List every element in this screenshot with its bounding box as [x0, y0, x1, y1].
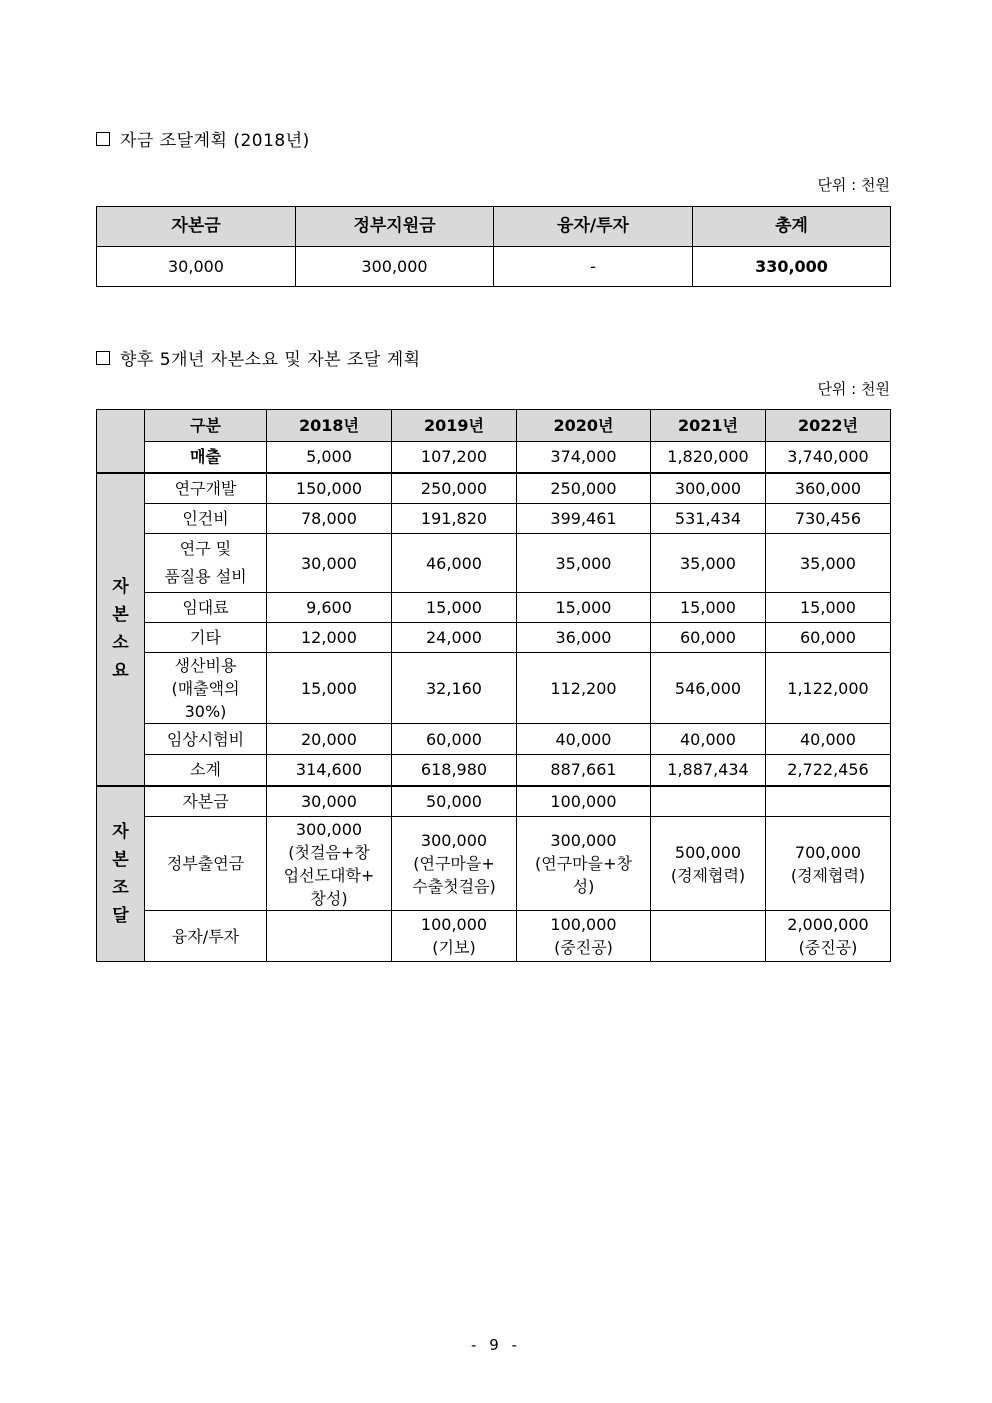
- cell-line: (연구마을+: [413, 854, 495, 873]
- cell: 50,000: [392, 786, 517, 817]
- cell-line: 300,000: [295, 819, 363, 839]
- row-label: 임상시험비: [145, 724, 267, 755]
- section2-heading: [96, 345, 421, 370]
- cell: 40,000: [766, 724, 891, 755]
- cell-line: 300,000: [550, 831, 617, 850]
- subtotal-cell: 2,722,456: [766, 755, 891, 786]
- value-loan-investment: -: [494, 247, 693, 287]
- group-char: 달: [112, 905, 129, 926]
- value-total: 330,000: [693, 247, 891, 287]
- cell: 250,000: [392, 473, 517, 504]
- cell: 32,160: [392, 653, 517, 724]
- cell: 1,122,000: [766, 653, 891, 724]
- group-char: 요: [112, 661, 129, 681]
- cell: 46,000: [392, 534, 517, 593]
- subtotal-cell: 887,661: [517, 755, 651, 786]
- row-label-line: 연구 및: [179, 539, 232, 558]
- section1-unit: 단위 : 천원: [817, 176, 890, 194]
- cell: [517, 911, 651, 962]
- group-char: 자: [112, 577, 129, 597]
- group-char: 본: [112, 605, 129, 625]
- cell: 35,000: [651, 534, 766, 593]
- cell: [766, 786, 891, 817]
- sales-2022: 3,740,000: [766, 442, 891, 473]
- cell: 35,000: [766, 534, 891, 593]
- cell: 60,000: [766, 623, 891, 653]
- cell: 300,000: [651, 473, 766, 504]
- cell: 399,461: [517, 504, 651, 534]
- sales-label: 매출: [145, 442, 267, 473]
- checkbox-square-icon: [96, 132, 110, 146]
- cell: 15,000: [392, 593, 517, 623]
- cell: 60,000: [651, 623, 766, 653]
- five-year-plan-table: [96, 409, 891, 962]
- cell: 30,000: [267, 786, 392, 817]
- cell: 100,000: [517, 786, 651, 817]
- cell: 30,000: [267, 534, 392, 593]
- cell: 546,000: [651, 653, 766, 724]
- sales-2020: 374,000: [517, 442, 651, 473]
- row-label: 기타: [145, 623, 267, 653]
- value-gov-support: 300,000: [296, 247, 494, 287]
- cell-line: 500,000: [674, 842, 742, 862]
- cell-line: 수출첫걸음): [412, 877, 496, 896]
- cell-line: 성): [572, 877, 595, 896]
- section1-heading-text: 자금 조달계획 (2018년): [120, 131, 310, 151]
- cell: 360,000: [766, 473, 891, 504]
- subtotal-cell: 618,980: [392, 755, 517, 786]
- cell: 40,000: [651, 724, 766, 755]
- cell-line: 100,000: [420, 915, 488, 934]
- header-2019: 2019년: [392, 410, 517, 442]
- row-label-line: (매출액의: [171, 678, 240, 698]
- cell: 60,000: [392, 724, 517, 755]
- cell: 531,434: [651, 504, 766, 534]
- header-total: 총계: [693, 207, 891, 247]
- cell: [392, 817, 517, 911]
- cell: [651, 911, 766, 962]
- cell-line: (첫걸음+창: [288, 842, 370, 862]
- cell: 191,820: [392, 504, 517, 534]
- cell-line: (중진공): [798, 938, 858, 957]
- cell-line: 700,000: [794, 842, 862, 862]
- group-char: 조: [112, 877, 129, 898]
- group-char: 소: [112, 633, 129, 653]
- cell: 730,456: [766, 504, 891, 534]
- row-label: 연구개발: [145, 473, 267, 504]
- cell: 35,000: [517, 534, 651, 593]
- cell: [392, 911, 517, 962]
- row-label: 정부출연금: [145, 817, 267, 911]
- value-capital: 30,000: [97, 247, 296, 287]
- group-char: 자: [112, 821, 129, 842]
- cell: 78,000: [267, 504, 392, 534]
- cell: 250,000: [517, 473, 651, 504]
- cell: [267, 817, 392, 911]
- header-gov-support: 정부지원금: [296, 207, 494, 247]
- header-loan-investment: 융자/투자: [494, 207, 693, 247]
- subtotal-label: 소계: [145, 755, 267, 786]
- cell: [651, 817, 766, 911]
- cell: [766, 817, 891, 911]
- section2-unit: 단위 : 천원: [817, 380, 890, 398]
- row-label: 융자/투자: [145, 911, 267, 962]
- cell: 12,000: [267, 623, 392, 653]
- cell: 24,000: [392, 623, 517, 653]
- cell: 112,200: [517, 653, 651, 724]
- header-2022: 2022년: [766, 410, 891, 442]
- sales-2018: 5,000: [267, 442, 392, 473]
- capital-supply-group-label: [97, 786, 145, 962]
- cell: [651, 786, 766, 817]
- section2-heading-text: 향후 5개년 자본소요 및 자본 조달 계획: [120, 350, 421, 370]
- header-2021: 2021년: [651, 410, 766, 442]
- sales-2019: 107,200: [392, 442, 517, 473]
- cell-line: 100,000: [550, 915, 617, 934]
- page-number: - 9 -: [471, 1336, 521, 1354]
- checkbox-square-icon: [96, 351, 110, 365]
- sales-2021: 1,820,000: [651, 442, 766, 473]
- capital-demand-group-label: [97, 473, 145, 786]
- header-capital: 자본금: [97, 207, 296, 247]
- cell-line: 2,000,000: [787, 915, 869, 934]
- row-label: 임대료: [145, 593, 267, 623]
- row-label: [145, 534, 267, 593]
- cell-line: (경제협력): [790, 865, 866, 885]
- cell: 20,000: [267, 724, 392, 755]
- section1-heading: [96, 126, 310, 151]
- cell: 15,000: [651, 593, 766, 623]
- cell: 9,600: [267, 593, 392, 623]
- cell: 15,000: [517, 593, 651, 623]
- cell-line: (경제협력): [670, 865, 746, 885]
- cell: 15,000: [267, 653, 392, 724]
- header-category: 구분: [145, 410, 267, 442]
- row-label: [145, 653, 267, 724]
- cell: [766, 911, 891, 962]
- subtotal-cell: 1,887,434: [651, 755, 766, 786]
- row-label-line: 품질용 설비: [164, 567, 247, 586]
- cell: [517, 817, 651, 911]
- cell: 150,000: [267, 473, 392, 504]
- group-char: 본: [112, 849, 129, 870]
- cell-line: (기보): [432, 938, 476, 957]
- cell: 36,000: [517, 623, 651, 653]
- cell-line: 창성): [310, 888, 348, 908]
- cell-line: (연구마을+창: [535, 854, 632, 873]
- cell-line: 업선도대학+: [283, 865, 375, 885]
- row-label: 인건비: [145, 504, 267, 534]
- subtotal-cell: 314,600: [267, 755, 392, 786]
- funding-plan-table: [96, 206, 891, 287]
- row-label-line: 생산비용: [174, 655, 237, 675]
- cell: [267, 911, 392, 962]
- cell-line: 300,000: [420, 831, 488, 850]
- cell: 40,000: [517, 724, 651, 755]
- header-2020: 2020년: [517, 410, 651, 442]
- corner-cell: [97, 410, 145, 473]
- header-2018: 2018년: [267, 410, 392, 442]
- row-label: 자본금: [145, 786, 267, 817]
- cell-line: (중진공): [554, 938, 613, 957]
- row-label-line: 30%): [184, 701, 227, 721]
- cell: 15,000: [766, 593, 891, 623]
